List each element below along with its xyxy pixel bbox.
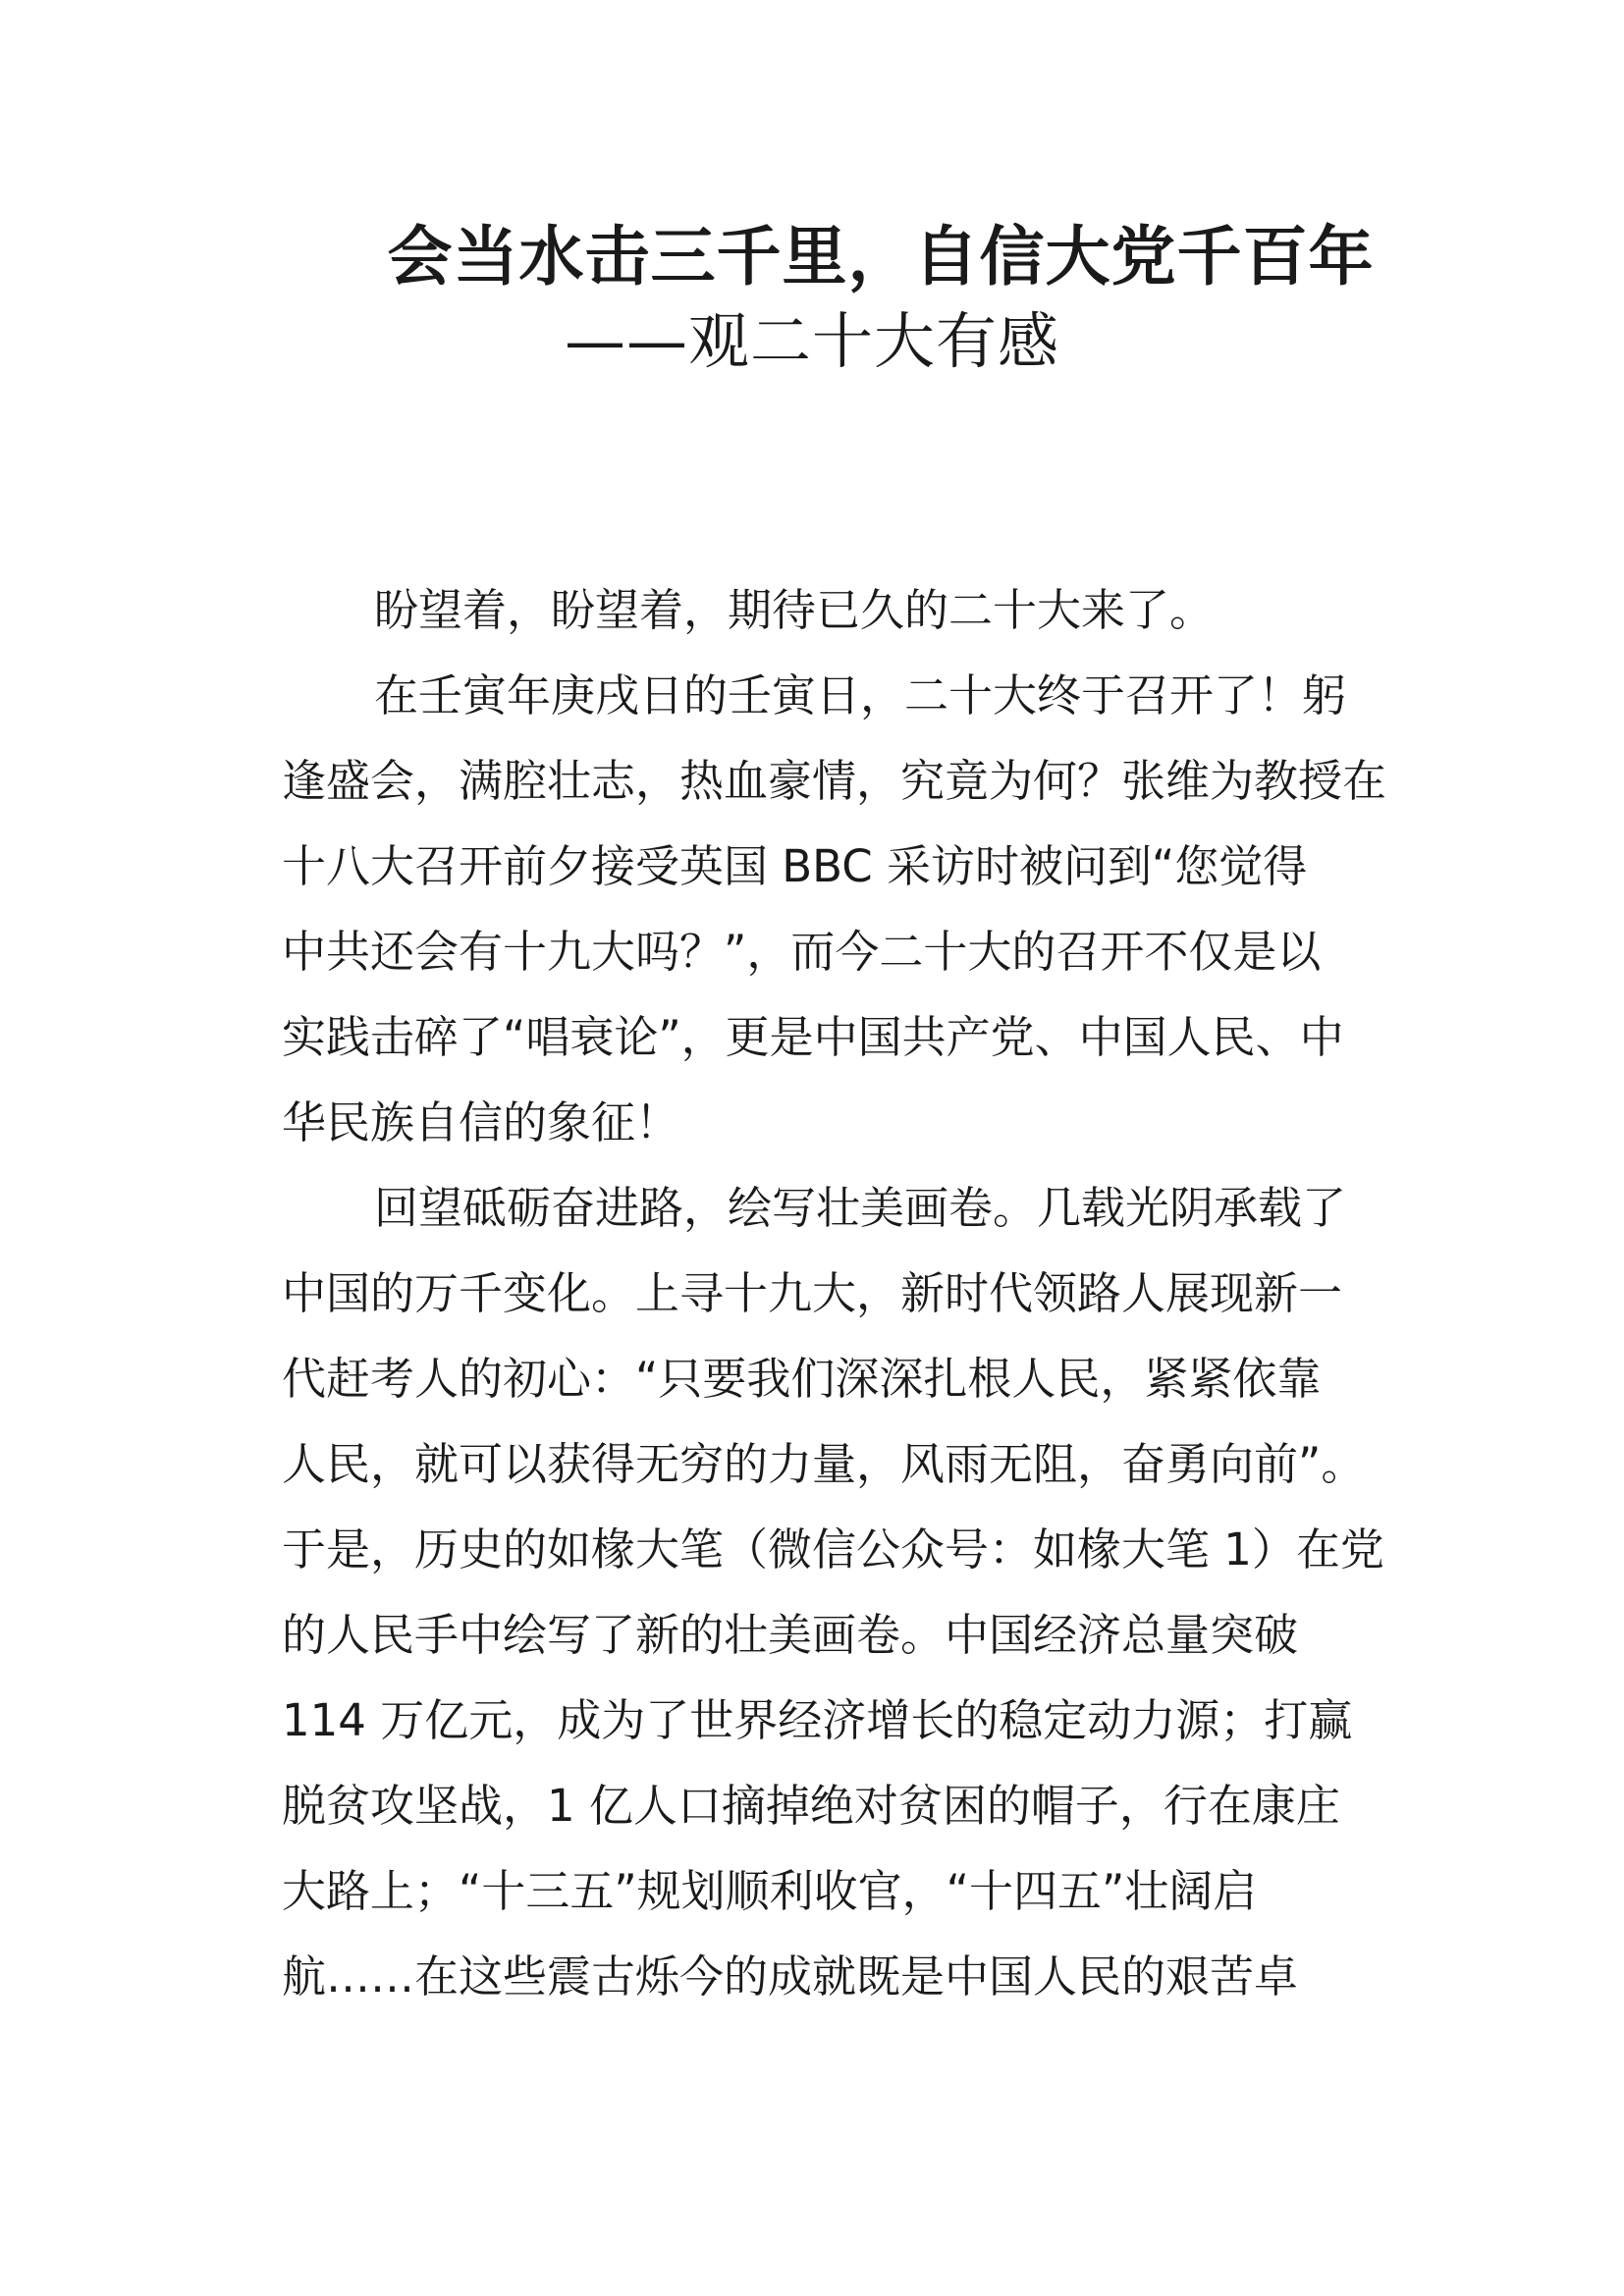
- paragraph-3-line-2: 中国的万千变化。上寻十九大，新时代领路人展现新一: [282, 1267, 1343, 1319]
- paragraph-3-line-1: 回望砥砺奋进路，绘写壮美画卷。几载光阴承载了: [374, 1182, 1347, 1234]
- paragraph-2-line-5: 实践击碎了“唱衰论”，更是中国共产党、中国人民、中: [282, 1011, 1344, 1063]
- paragraph-3-line-10: 航……在这些震古烁今的成就既是中国人民的艰苦卓: [282, 1950, 1299, 2002]
- paragraph-3-line-7: 114 万亿元，成为了世界经济增长的稳定动力源；打赢: [282, 1694, 1353, 1746]
- paragraph-3-line-5: 于是，历史的如椽大笔（微信公众号：如椽大笔 1）在党: [282, 1523, 1384, 1575]
- document-title: 会当水击三千里，自信大党千百年: [387, 219, 1375, 294]
- paragraph-3-line-8: 脱贫攻坚战，1 亿人口摘掉绝对贫困的帽子，行在康庄: [282, 1780, 1340, 1832]
- document-body: [282, 567, 1387, 2019]
- paragraph-2-line-4: 中共还会有十九大吗？”，而今二十大的召开不仅是以: [282, 926, 1322, 978]
- paragraph-3-line-3: 代赶考人的初心：“只要我们深深扎根人民，紧紧依靠: [282, 1353, 1322, 1405]
- paragraph-3-line-6: 的人民手中绘写了新的壮美画卷。中国经济总量突破: [282, 1609, 1299, 1661]
- paragraph-3-line-4: 人民，就可以获得无穷的力量，风雨无阻，奋勇向前”。: [282, 1438, 1366, 1490]
- document-subtitle: ——观二十大有感: [564, 305, 1059, 377]
- paragraph-2-line-6: 华民族自信的象征！: [282, 1096, 680, 1148]
- paragraph-2-line-2: 逢盛会，满腔壮志，热血豪情，究竟为何？张维为教授在: [282, 755, 1387, 807]
- paragraph-1-line-1: 盼望着，盼望着，期待已久的二十大来了。: [374, 584, 1215, 636]
- paragraph-2-line-1: 在壬寅年庚戌日的壬寅日，二十大终于召开了！躬: [374, 669, 1347, 721]
- paragraph-2-line-3: 十八大召开前夕接受英国 BBC 采访时被问到“您觉得: [282, 840, 1308, 892]
- paragraph-3-line-9: 大路上；“十三五”规划顺利收官，“十四五”壮阔启: [282, 1865, 1258, 1917]
